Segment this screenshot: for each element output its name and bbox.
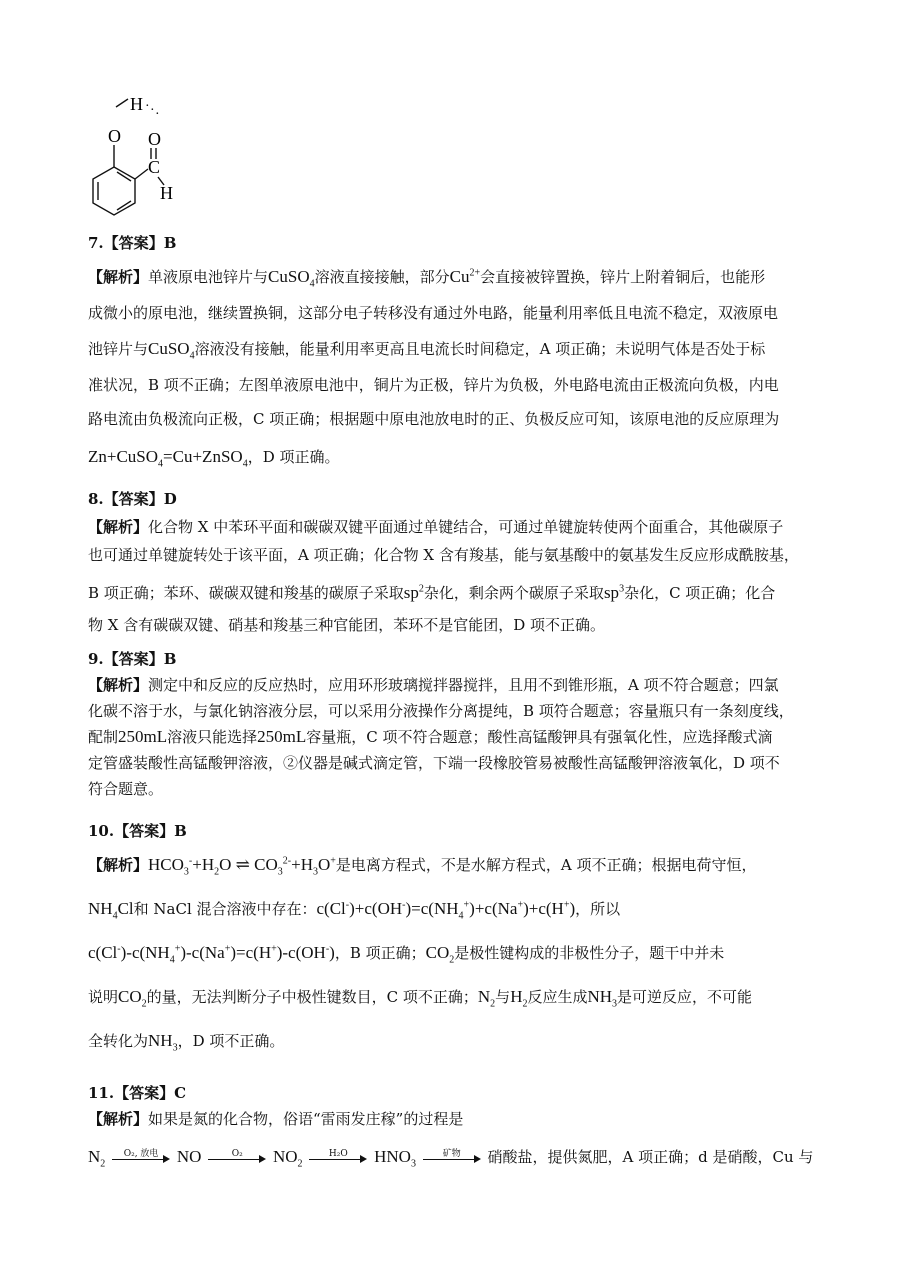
svg-text:·: · bbox=[155, 107, 160, 122]
q10-answer: B bbox=[174, 822, 187, 840]
q11-line-1: 【解析】如果是氮的化合物，俗语“雷雨发庄稼”的过程是 bbox=[88, 1110, 464, 1128]
atom-h-bond: H bbox=[130, 94, 143, 114]
q9-line-2: 化碳不溶于水，与氯化钠溶液分层，可以采用分液操作分离提纯，B 项符合题意；容量瓶只有一条刻度线， bbox=[88, 702, 794, 720]
q10-line-2: $NH_4Cl$和 NaCl 混合溶液中存在：$c(Cl^-)+c(OH^-)=c(NH_4^+)+c(Na^+)+c(H^+)$，所以 bbox=[88, 899, 621, 922]
atom-h-aldehyde: H bbox=[160, 183, 173, 203]
question-10 bbox=[88, 820, 828, 1052]
question-7 bbox=[88, 232, 828, 468]
q9-line-4: 定管盛装酸性高锰酸钾溶液，②仪器是碱式滴定管，下端一段橡胶管易被酸性高锰酸钾溶液氧化，D 项不 bbox=[88, 754, 780, 772]
q7-line-5: 路电流由负极流向正极，C 项正确；根据题中原电池放电时的正、负极反应可知，该原电池的反应原理为 bbox=[88, 410, 780, 428]
q8-line-3: B 项正确；苯环、碳碳双键和羧基的碳原子采取$sp^2$杂化，剩余两个碳原子采取$sp^3$杂化，C 项正确；化合 bbox=[88, 583, 776, 602]
q7-line-4: 准状况，B 项不正确；左图单液原电池中，铜片为正极，锌片为负极，外电路电流由正极流向负极，内电 bbox=[88, 376, 779, 394]
q7-header: 7.【答案】B bbox=[88, 234, 177, 252]
q10-line-5: 全转化为$NH_3$，D 项不正确。 bbox=[88, 1031, 285, 1054]
q8-header: 8.【答案】D bbox=[88, 490, 177, 508]
q9-header: 9.【答案】B bbox=[88, 650, 177, 668]
q7-line-1: 【解析】单液原电池锌片与CuSO$_4$溶液直接接触，部分$Cu^{2+}$会直接被锌置换，锌片上附着铜后，也能形 bbox=[88, 267, 766, 290]
q9-line-3: 配制250mL溶液只能选择250mL容量瓶，C 项不符合题意；酸性高锰酸钾具有强氧化性，应选择酸式滴 bbox=[88, 727, 773, 746]
salicylaldehyde-structure bbox=[80, 85, 220, 225]
q9-line-1: 【解析】测定中和反应的反应热时，应用环形玻璃搅拌器搅拌，且用不到锥形瓶，A 项不符合题意；四氯 bbox=[88, 676, 779, 694]
q9-line-5: 符合题意。 bbox=[88, 780, 164, 798]
q11-answer: C bbox=[174, 1084, 187, 1102]
reaction-arrow-2: O₂ bbox=[208, 1151, 266, 1165]
q9-answer: B bbox=[163, 650, 177, 668]
q7-line-6: Zn+CuSO$_4$=Cu+ZnSO$_4$，D 项正确。 bbox=[88, 447, 340, 470]
reaction-arrow-1: O₂, 放电 bbox=[112, 1151, 170, 1165]
atom-o-carbonyl: O bbox=[148, 129, 161, 149]
atom-c-carbonyl: C bbox=[148, 157, 161, 177]
svg-text:·: · bbox=[145, 99, 150, 114]
q10-line-3: $c(Cl^-)-c(NH_4^+)-c(Na^+)=c(H^+)-c(OH^-)$，B 项正确；$CO_2$是极性键构成的非极性分子，题干中并未 bbox=[88, 943, 725, 966]
question-9 bbox=[88, 648, 828, 800]
q8-answer: D bbox=[163, 490, 177, 508]
atom-o-hydroxyl: O bbox=[108, 126, 121, 146]
q10-line-4: 说明$CO_2$的量，无法判断分子中极性键数目，C 项不正确；$N_2$与$H_2$反应生成$NH_3$是可逆反应，不可能 bbox=[88, 987, 753, 1010]
q10-header: 10.【答案】B bbox=[88, 822, 187, 840]
question-8 bbox=[88, 488, 828, 636]
q10-line-1: 【解析】$HCO_3^-+H_2O$ ⇌ $CO_3^{2-}+H_3O^+$是电离方程式，不是水解方程式，A 项不正确；根据电荷守恒， bbox=[88, 855, 757, 878]
reaction-arrow-4: 矿物 bbox=[423, 1151, 481, 1165]
q7-answer: B bbox=[163, 234, 177, 252]
question-11 bbox=[88, 1082, 828, 1168]
q7-line-3: 池锌片与CuSO$_4$溶液没有接触，能量利用率更高且电流长时间稳定，A 项正确；未说明气体是否处于标 bbox=[88, 339, 766, 362]
q8-line-1: 【解析】化合物 X 中苯环平面和碳碳双键平面通过单键结合，可通过单键旋转使两个面重合，其他碳原子 bbox=[88, 518, 784, 536]
q7-line-2: 成微小的原电池，继续置换铜，这部分电子转移没有通过外电路，能量利用率低且电流不稳定，双液原电 bbox=[88, 304, 779, 322]
reaction-arrow-3: H₂O bbox=[309, 1151, 367, 1165]
svg-text:·: · bbox=[150, 103, 155, 118]
q11-line-2: $N_2$ O₂, 放电 NO O₂ $NO_2$ H₂O $HNO_3$ 矿物 硝酸盐，提供氮肥，A 项正确；d 是硝酸，Cu 与 bbox=[88, 1147, 814, 1170]
q8-line-2: 也可通过单键旋转处于该平面，A 项正确；化合物 X 含有羧基，能与氨基酸中的氨基发生反应形成酰胺基， bbox=[88, 546, 799, 564]
q11-header: 11.【答案】C bbox=[88, 1084, 187, 1102]
q8-line-4: 物 X 含有碳碳双键、硝基和羧基三种官能团，苯环不是官能团，D 项不正确。 bbox=[88, 616, 606, 634]
